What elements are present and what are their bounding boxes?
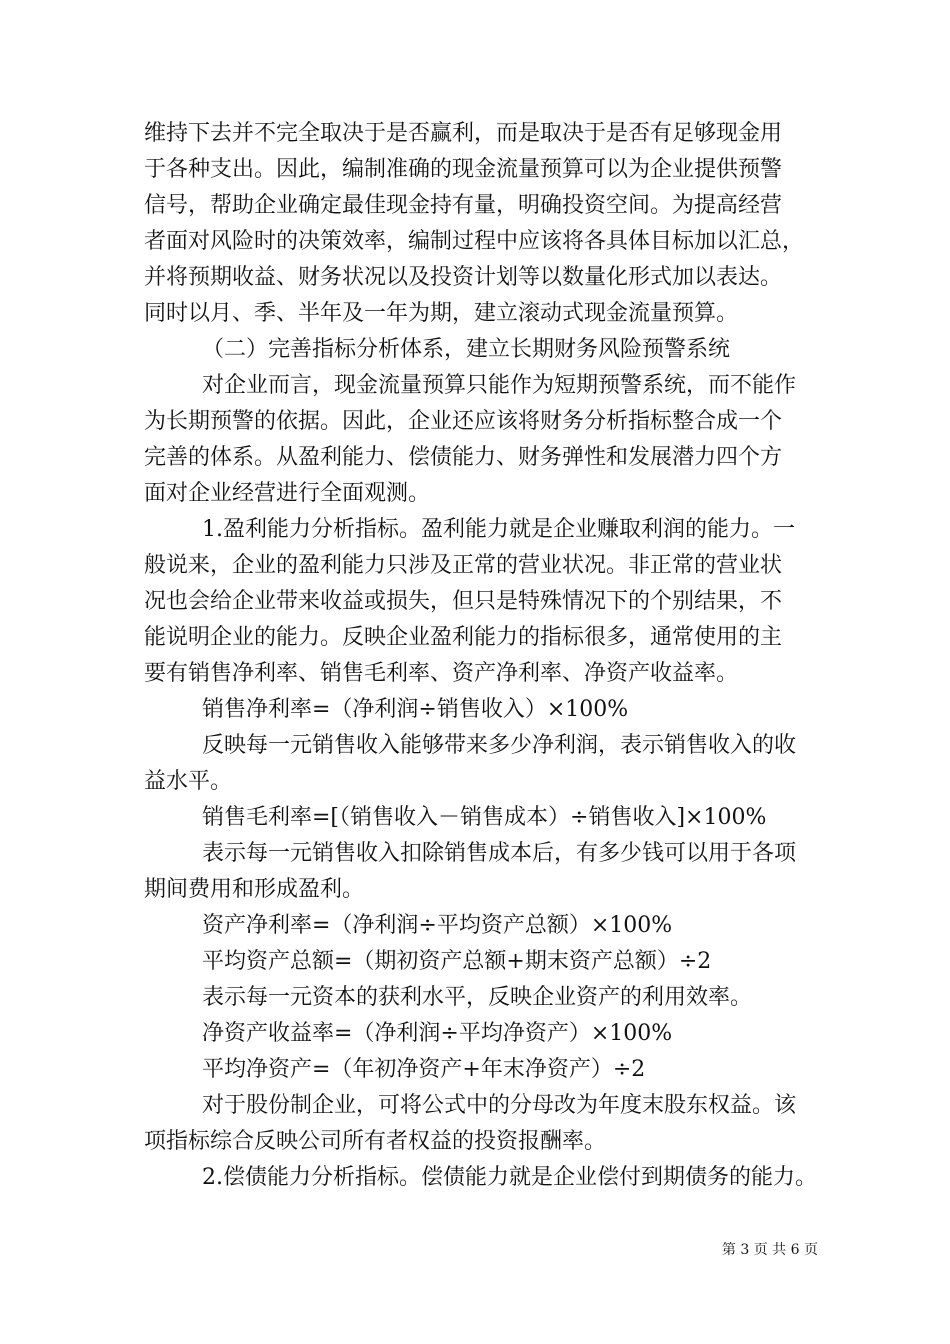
text-line: 维持下去并不完全取决于是否赢利，而是取决于是否有足够现金用 (144, 121, 783, 146)
text-line: 平均净资产=（年初净资产+年末净资产）÷2 (202, 1057, 646, 1082)
text-line: 益水平。 (144, 769, 233, 794)
text-line: 净资产收益率=（净利润÷平均净资产）×100% (202, 1021, 673, 1046)
text-line: 完善的体系。从盈利能力、偿债能力、财务弹性和发展潜力四个方 (144, 445, 783, 470)
text-line: 2.偿债能力分析指标。偿债能力就是企业偿付到期债务的能力。 (202, 1165, 817, 1190)
text-line: 况也会给企业带来收益或损失，但只是特殊情况下的个别结果，不 (144, 589, 783, 614)
text-line: 1.盈利能力分析指标。盈利能力就是企业赚取利润的能力。一 (202, 517, 795, 542)
text-line: 能说明企业的能力。反映企业盈利能力的指标很多，通常使用的主 (144, 625, 783, 650)
text-line: 面对企业经营进行全面观测。 (144, 481, 431, 506)
text-line: 对企业而言，现金流量预算只能作为短期预警系统，而不能作 (202, 373, 797, 398)
text-line: 平均资产总额=（期初资产总额+期末资产总额）÷2 (202, 949, 712, 974)
text-line: 期间费用和形成盈利。 (144, 877, 365, 902)
text-line: 于各种支出。因此，编制准确的现金流量预算可以为企业提供预警 (144, 157, 783, 182)
text-line: 反映每一元销售收入能够带来多少净利润，表示销售收入的收 (202, 733, 797, 758)
text-line: 资产净利率=（净利润÷平均资产总额）×100% (202, 913, 673, 938)
text-line: 信号，帮助企业确定最佳现金持有量，明确投资空间。为提高经营 (144, 193, 783, 218)
text-line: 对于股份制企业，可将公式中的分母改为年度末股东权益。该 (202, 1093, 797, 1118)
text-line: 要有销售净利率、销售毛利率、资产净利率、净资产收益率。 (144, 661, 739, 686)
page-number: 第 3 页 共 6 页 (721, 1242, 818, 1258)
text-line: 并将预期收益、财务状况以及投资计划等以数量化形式加以表达。 (144, 265, 783, 290)
text-line: 者面对风险时的决策效率，编制过程中应该将各具体目标加以汇总， (144, 229, 805, 254)
text-line: 般说来，企业的盈利能力只涉及正常的营业状况。非正常的营业状 (144, 553, 783, 578)
text-line: 项指标综合反映公司所有者权益的投资报酬率。 (144, 1129, 607, 1154)
body-text (144, 116, 824, 1196)
text-line: 为长期预警的依据。因此，企业还应该将财务分析指标整合成一个 (144, 409, 783, 434)
text-line: 销售毛利率=[（销售收入－销售成本）÷销售收入]×100% (202, 805, 767, 830)
text-line: 表示每一元销售收入扣除销售成本后，有多少钱可以用于各项 (202, 841, 797, 866)
text-line: （二）完善指标分析体系，建立长期财务风险预警系统 (202, 337, 731, 362)
text-line: 销售净利率=（净利润÷销售收入）×100% (202, 697, 629, 722)
text-line: 同时以月、季、半年及一年为期，建立滚动式现金流量预算。 (144, 301, 739, 326)
text-line: 表示每一元资本的获利水平，反映企业资产的利用效率。 (202, 985, 753, 1010)
